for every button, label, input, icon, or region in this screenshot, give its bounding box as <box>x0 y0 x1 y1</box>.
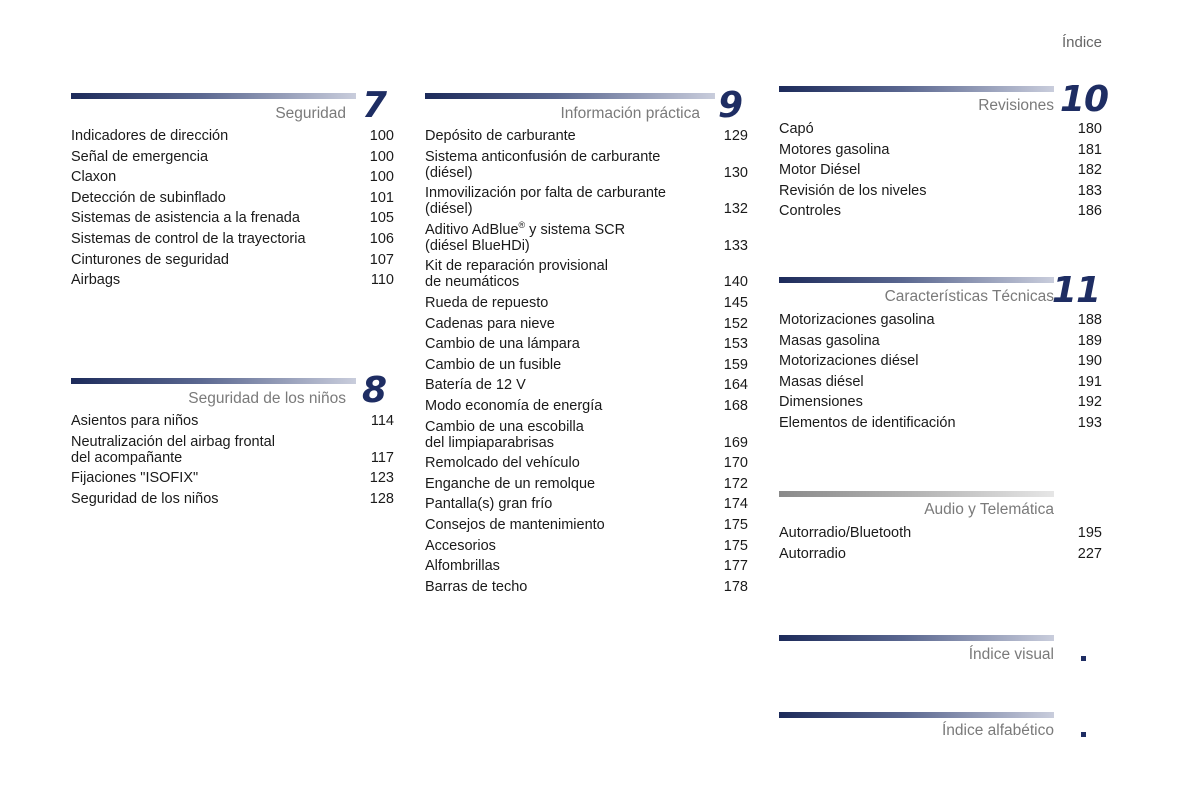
chapter-number[interactable]: 10 <box>1059 79 1108 120</box>
toc-entry[interactable]: Enganche de un remolque 172 <box>425 475 748 492</box>
toc-entry[interactable]: Autorradio/Bluetooth 195 <box>779 525 1102 541</box>
toc-entry[interactable]: Cadenas para nieve 152 <box>425 315 748 332</box>
page-number: 100 <box>369 148 394 165</box>
toc-entry[interactable]: Señal de emergencia 100 <box>71 148 394 165</box>
toc-entry[interactable]: Masas gasolina 189 <box>779 332 1102 349</box>
toc-entry[interactable]: Alfombrillas 177 <box>425 558 748 575</box>
toc-entry[interactable]: Rueda de repuesto 145 <box>425 294 748 311</box>
page-number: 152 <box>723 315 748 332</box>
toc-entry[interactable]: Sistema anticonfusión de carburante (diésel) 130 <box>425 148 748 181</box>
page-number: 132 <box>723 201 748 218</box>
toc-entry[interactable]: Accesorios 175 <box>425 537 748 554</box>
toc-entry[interactable]: Depósito de carburante 129 <box>425 128 748 144</box>
section-indice-visual <box>779 632 1102 672</box>
toc-list <box>71 413 394 511</box>
section-informacion-practica <box>425 85 748 610</box>
section-divider-bar <box>779 712 1054 718</box>
toc-entry[interactable]: Indicadores de dirección 100 <box>71 128 394 144</box>
page-number: 100 <box>369 128 394 144</box>
page-number: 178 <box>723 578 748 595</box>
section-divider-bar <box>71 93 356 99</box>
toc-entry[interactable]: Capó 180 <box>779 121 1102 137</box>
toc-entry[interactable]: Kit de reparación provisional de neumáticos 140 <box>425 258 748 291</box>
section-divider-bar <box>779 635 1054 641</box>
section-title[interactable]: Seguridad <box>275 105 346 122</box>
toc-entry[interactable]: Revisión de los niveles 183 <box>779 182 1102 199</box>
toc-entry[interactable]: Asientos para niños 114 <box>71 413 394 429</box>
section-title[interactable]: Revisiones <box>978 97 1054 114</box>
toc-entry[interactable]: Sistemas de control de la trayectoria 106 <box>71 230 394 247</box>
page-number: 180 <box>1077 121 1102 137</box>
toc-entry[interactable]: Remolcado del vehículo 170 <box>425 455 748 472</box>
section-divider-bar <box>779 277 1054 283</box>
toc-list <box>779 525 1102 566</box>
toc-entry[interactable]: Aditivo AdBlue® y sistema SCR (diésel BlueHDi) 133 <box>425 219 748 254</box>
toc-entry[interactable]: Controles 186 <box>779 203 1102 220</box>
section-title[interactable]: Información práctica <box>560 105 700 122</box>
chapter-number[interactable]: 11 <box>1051 270 1100 311</box>
toc-entry[interactable]: Neutralización del airbag frontal del acompañante 117 <box>71 433 394 466</box>
page-number: 172 <box>723 475 748 492</box>
chapter-number[interactable]: 9 <box>717 85 742 126</box>
page-number: 107 <box>369 251 394 268</box>
toc-entry[interactable]: Batería de 12 V 164 <box>425 377 748 394</box>
toc-list <box>779 121 1102 224</box>
toc-entry[interactable]: Barras de techo 178 <box>425 578 748 595</box>
toc-entry[interactable]: Elementos de identificación 193 <box>779 414 1102 431</box>
page-number: 101 <box>369 189 394 206</box>
page-number: 164 <box>723 377 748 394</box>
page-number: 168 <box>723 397 748 414</box>
section-divider-bar <box>425 93 715 99</box>
page-number: 174 <box>723 496 748 513</box>
page-number: 129 <box>723 128 748 144</box>
page-number: 170 <box>723 455 748 472</box>
section-title[interactable]: Seguridad de los niños <box>188 390 346 407</box>
section-seguridad-ninos <box>71 370 394 515</box>
page-number: 188 <box>1077 312 1102 328</box>
page-number: 189 <box>1077 332 1102 349</box>
section-divider-bar <box>779 491 1054 497</box>
chapter-number[interactable]: 7 <box>361 85 386 126</box>
toc-entry[interactable]: Seguridad de los niños 128 <box>71 490 394 507</box>
toc-list <box>779 312 1102 436</box>
toc-entry[interactable]: Pantalla(s) gran frío 174 <box>425 496 748 513</box>
toc-list <box>71 128 394 293</box>
page-number: 177 <box>723 558 748 575</box>
toc-entry[interactable]: Autorradio 227 <box>779 545 1102 562</box>
page-number: 175 <box>723 537 748 554</box>
toc-entry[interactable]: Claxon 100 <box>71 169 394 186</box>
registered-mark: ® <box>518 219 526 230</box>
page-number: 186 <box>1077 203 1102 220</box>
page-number: 192 <box>1077 394 1102 411</box>
page-header-label: Índice <box>1062 34 1103 51</box>
toc-entry[interactable]: Fijaciones "ISOFIX" 123 <box>71 470 394 487</box>
page-number: 117 <box>370 449 394 466</box>
page-number: 153 <box>723 336 748 353</box>
section-revisiones <box>779 79 1108 243</box>
toc-entry[interactable]: Airbags 110 <box>71 272 394 289</box>
page-number: 100 <box>369 169 394 186</box>
section-caracteristicas-tecnicas <box>779 270 1102 444</box>
page-number: 169 <box>723 434 748 451</box>
page-number: 128 <box>369 490 394 507</box>
page-number: 159 <box>723 356 748 373</box>
chapter-marker-square <box>1081 656 1086 661</box>
page-number: 191 <box>1077 373 1102 390</box>
section-title[interactable]: Características Técnicas <box>884 288 1054 305</box>
section-indice-alfabetico <box>779 709 1102 749</box>
chapter-number[interactable]: 8 <box>361 370 386 411</box>
section-title[interactable]: Índice visual <box>968 646 1054 663</box>
toc-entry[interactable]: Dimensiones 192 <box>779 394 1102 411</box>
page-number: 140 <box>723 274 748 291</box>
page-number: 183 <box>1077 182 1102 199</box>
toc-entry[interactable]: Cambio de un fusible 159 <box>425 356 748 373</box>
page-number: 133 <box>723 237 748 254</box>
page-number: 190 <box>1077 353 1102 370</box>
section-title[interactable]: Audio y Telemática <box>924 501 1054 518</box>
toc-entry[interactable]: Inmovilización por falta de carburante (diésel) 132 <box>425 185 748 218</box>
section-divider-bar <box>779 86 1054 92</box>
section-title[interactable]: Índice alfabético <box>941 722 1054 739</box>
page-number: 193 <box>1077 414 1102 431</box>
page-number: 110 <box>370 272 394 289</box>
toc-entry[interactable]: Motorizaciones gasolina 188 <box>779 312 1102 328</box>
page-number: 130 <box>723 164 748 181</box>
toc-list <box>425 128 748 599</box>
toc-entry[interactable]: Motor Diésel 182 <box>779 162 1102 179</box>
toc-entry[interactable]: Sistemas de asistencia a la frenada 105 <box>71 210 394 227</box>
page-number: 145 <box>723 294 748 311</box>
section-seguridad <box>71 85 394 310</box>
page-number: 114 <box>370 413 394 429</box>
page-number: 195 <box>1077 525 1102 541</box>
toc-entry[interactable]: Cinturones de seguridad 107 <box>71 251 394 268</box>
page-number: 227 <box>1077 545 1102 562</box>
page-number: 106 <box>369 230 394 247</box>
page-number: 123 <box>369 470 394 487</box>
section-audio-telematica <box>779 488 1102 578</box>
toc-entry[interactable]: Motorizaciones diésel 190 <box>779 353 1102 370</box>
toc-entry[interactable]: Detección de subinflado 101 <box>71 189 394 206</box>
toc-entry[interactable]: Masas diésel 191 <box>779 373 1102 390</box>
toc-entry[interactable]: Cambio de una escobilla del limpiaparabrisas 169 <box>425 418 748 451</box>
toc-entry[interactable]: Consejos de mantenimiento 175 <box>425 516 748 533</box>
toc-entry[interactable]: Cambio de una lámpara 153 <box>425 336 748 353</box>
toc-entry[interactable]: Motores gasolina 181 <box>779 141 1102 158</box>
chapter-marker-square <box>1081 732 1086 737</box>
page-number: 175 <box>723 516 748 533</box>
page-number: 181 <box>1077 141 1102 158</box>
page-number: 182 <box>1077 162 1102 179</box>
toc-entry[interactable]: Modo economía de energía 168 <box>425 397 748 414</box>
section-divider-bar <box>71 378 356 384</box>
page-number: 105 <box>369 210 394 227</box>
